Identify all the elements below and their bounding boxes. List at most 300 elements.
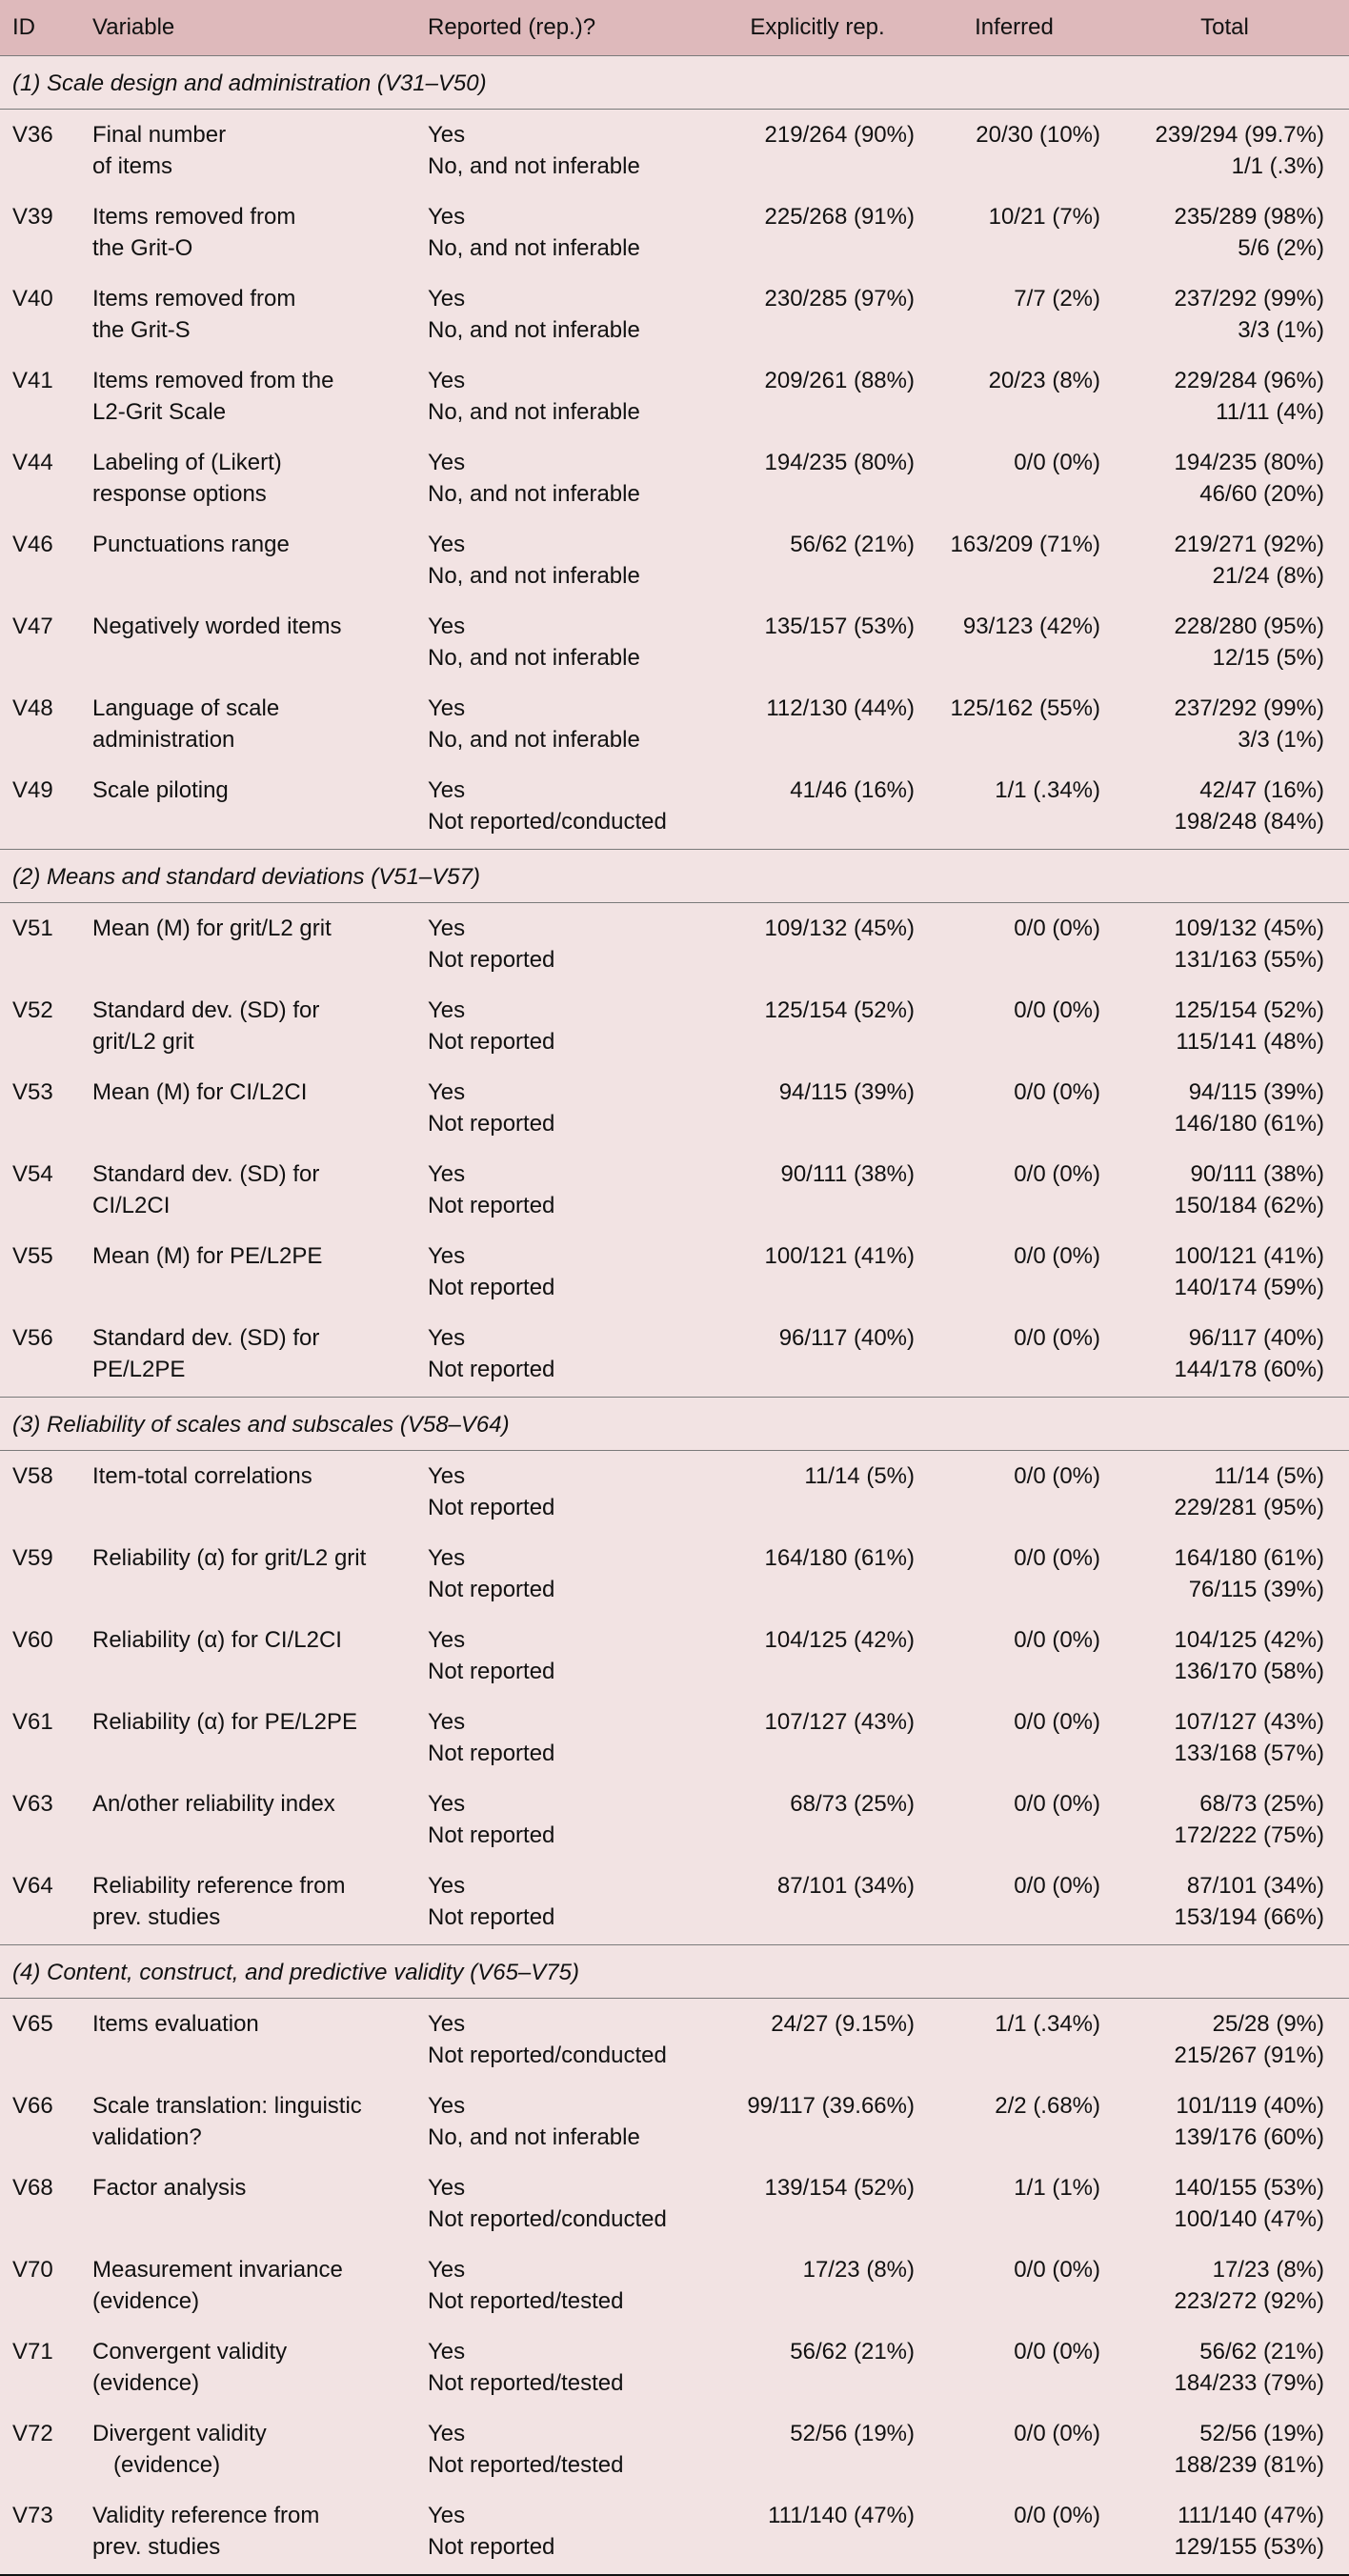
inferred-value: 0/0 (0%) bbox=[1014, 1078, 1100, 1105]
cell-explicit bbox=[707, 1232, 928, 1314]
variable-line: administration bbox=[92, 726, 235, 753]
cell-inferred bbox=[928, 2491, 1100, 2575]
explicit-value: 96/117 (40%) bbox=[778, 1324, 915, 1351]
total-line: 5/6 (2%) bbox=[1238, 234, 1324, 261]
cell-inferred bbox=[928, 902, 1100, 986]
total-line: 94/115 (39%) bbox=[1188, 1078, 1324, 1105]
cell-id: V72 bbox=[12, 2420, 53, 2446]
reported-line: Not reported/conducted bbox=[428, 808, 667, 835]
cell-total bbox=[1100, 2491, 1349, 2575]
reported-line: Not reported bbox=[428, 2533, 555, 2560]
total-line: 223/272 (92%) bbox=[1174, 2287, 1324, 2314]
cell-explicit bbox=[707, 902, 928, 986]
section-cell bbox=[0, 55, 1349, 109]
cell-variable bbox=[92, 986, 428, 1068]
total-line: 46/60 (20%) bbox=[1199, 480, 1324, 507]
cell-inferred bbox=[928, 274, 1100, 356]
explicit-value: 209/261 (88%) bbox=[764, 367, 915, 393]
explicit-value: 17/23 (8%) bbox=[802, 2256, 915, 2283]
cell-reported bbox=[428, 602, 707, 684]
explicit-value: 219/264 (90%) bbox=[764, 121, 915, 148]
reported-line: Yes bbox=[428, 613, 466, 639]
reported-line: Yes bbox=[428, 203, 466, 230]
cell-reported bbox=[428, 1232, 707, 1314]
variable-line: of items bbox=[92, 152, 173, 179]
cell-inferred bbox=[928, 1998, 1100, 2082]
reported-line: Not reported bbox=[428, 1494, 555, 1520]
cell-total bbox=[1100, 1534, 1349, 1616]
variable-line: Final number bbox=[92, 121, 227, 148]
cell-reported bbox=[428, 1150, 707, 1232]
cell-reported bbox=[428, 1450, 707, 1534]
inferred-value: 0/0 (0%) bbox=[1014, 1242, 1100, 1269]
cell-inferred bbox=[928, 520, 1100, 602]
cell-variable bbox=[92, 1780, 428, 1862]
explicit-value: 139/154 (52%) bbox=[764, 2174, 915, 2201]
table-header bbox=[0, 0, 1349, 55]
reported-line: Yes bbox=[428, 996, 466, 1023]
reported-line: Yes bbox=[428, 531, 466, 557]
cell-id: V47 bbox=[12, 613, 53, 639]
cell-variable bbox=[92, 766, 428, 850]
total-line: 215/267 (91%) bbox=[1174, 2042, 1324, 2068]
variable-line: Convergent validity bbox=[92, 2338, 288, 2365]
reported-line: Yes bbox=[428, 367, 466, 393]
table-row bbox=[0, 602, 1349, 684]
total-line: 115/141 (48%) bbox=[1176, 1028, 1324, 1055]
total-line: 188/239 (81%) bbox=[1174, 2451, 1324, 2478]
variable-line: Standard dev. (SD) for bbox=[92, 1324, 320, 1351]
cell-variable bbox=[92, 1862, 428, 1945]
inferred-value: 0/0 (0%) bbox=[1014, 1790, 1100, 1817]
inferred-value: 1/1 (.34%) bbox=[995, 776, 1100, 803]
cell-total bbox=[1100, 766, 1349, 850]
cell-id: V44 bbox=[12, 449, 53, 475]
table-row bbox=[0, 1534, 1349, 1616]
table-row bbox=[0, 438, 1349, 520]
explicit-value: 107/127 (43%) bbox=[764, 1708, 915, 1735]
cell-reported bbox=[428, 2491, 707, 2575]
explicit-value: 52/56 (19%) bbox=[790, 2420, 915, 2446]
variable-line: the Grit-S bbox=[92, 316, 191, 343]
cell-explicit bbox=[707, 1534, 928, 1616]
table-row bbox=[0, 356, 1349, 438]
variable-line: prev. studies bbox=[92, 1903, 221, 1930]
reported-line: Yes bbox=[428, 1462, 466, 1489]
cell-id: V59 bbox=[12, 1544, 53, 1571]
explicit-value: 56/62 (21%) bbox=[790, 531, 915, 557]
total-line: 96/117 (40%) bbox=[1188, 1324, 1324, 1351]
inferred-value: 0/0 (0%) bbox=[1014, 1626, 1100, 1653]
cell-inferred bbox=[928, 192, 1100, 274]
header-variable: Variable bbox=[92, 14, 175, 41]
cell-variable bbox=[92, 192, 428, 274]
table-row bbox=[0, 1314, 1349, 1398]
section-title: (3) Reliability of scales and subscales (V58–V64) bbox=[12, 1411, 510, 1438]
reported-line: Yes bbox=[428, 1242, 466, 1269]
cell-id: V64 bbox=[12, 1872, 53, 1899]
reported-line: Not reported bbox=[428, 1903, 555, 1930]
cell-reported bbox=[428, 2163, 707, 2245]
explicit-value: 41/46 (16%) bbox=[790, 776, 915, 803]
table-row bbox=[0, 1450, 1349, 1534]
cell-explicit bbox=[707, 274, 928, 356]
cell-reported bbox=[428, 356, 707, 438]
explicit-value: 111/140 (47%) bbox=[768, 2502, 915, 2528]
cell-total bbox=[1100, 1780, 1349, 1862]
total-line: 12/15 (5%) bbox=[1212, 644, 1324, 671]
cell-id: V61 bbox=[12, 1708, 53, 1735]
reported-line: Yes bbox=[428, 2420, 466, 2446]
reported-line: No, and not inferable bbox=[428, 316, 640, 343]
inferred-value: 0/0 (0%) bbox=[1014, 1324, 1100, 1351]
section-title: (4) Content, construct, and predictive validity (V65–V75) bbox=[12, 1959, 579, 1985]
total-line: 237/292 (99%) bbox=[1174, 694, 1324, 721]
table-row bbox=[0, 1698, 1349, 1780]
total-line: 100/140 (47%) bbox=[1174, 2205, 1324, 2232]
explicit-value: 24/27 (9.15%) bbox=[771, 2010, 915, 2037]
inferred-value: 93/123 (42%) bbox=[962, 613, 1100, 639]
total-line: 136/170 (58%) bbox=[1174, 1658, 1324, 1684]
cell-inferred bbox=[928, 1780, 1100, 1862]
variable-line: PE/L2PE bbox=[92, 1356, 186, 1382]
cell-inferred bbox=[928, 1068, 1100, 1150]
total-line: 139/176 (60%) bbox=[1174, 2123, 1324, 2150]
header-inferred: Inferred bbox=[975, 14, 1054, 41]
explicit-value: 164/180 (61%) bbox=[764, 1544, 915, 1571]
cell-variable bbox=[92, 2163, 428, 2245]
cell-inferred bbox=[928, 2245, 1100, 2327]
variable-line: Mean (M) for PE/L2PE bbox=[92, 1242, 323, 1269]
table-row bbox=[0, 2327, 1349, 2409]
cell-reported bbox=[428, 1698, 707, 1780]
total-line: 144/178 (60%) bbox=[1174, 1356, 1324, 1382]
cell-explicit bbox=[707, 1068, 928, 1150]
variable-line: Reliability reference from bbox=[92, 1872, 346, 1899]
cell-explicit bbox=[707, 520, 928, 602]
explicit-value: 109/132 (45%) bbox=[764, 915, 915, 941]
section-row bbox=[0, 849, 1349, 902]
table-row bbox=[0, 2245, 1349, 2327]
cell-total bbox=[1100, 602, 1349, 684]
inferred-value: 0/0 (0%) bbox=[1014, 2420, 1100, 2446]
total-line: 239/294 (99.7%) bbox=[1155, 121, 1324, 148]
reported-line: No, and not inferable bbox=[428, 398, 640, 425]
inferred-value: 20/30 (10%) bbox=[976, 121, 1100, 148]
variable-line: Language of scale bbox=[92, 694, 280, 721]
table-row bbox=[0, 1150, 1349, 1232]
inferred-value: 0/0 (0%) bbox=[1014, 2256, 1100, 2283]
cell-id: V58 bbox=[12, 1462, 53, 1489]
cell-id: V54 bbox=[12, 1160, 53, 1187]
inferred-value: 10/21 (7%) bbox=[988, 203, 1100, 230]
reported-line: Yes bbox=[428, 915, 466, 941]
cell-reported bbox=[428, 274, 707, 356]
reported-line: Yes bbox=[428, 121, 466, 148]
table-row bbox=[0, 1232, 1349, 1314]
cell-explicit bbox=[707, 2409, 928, 2491]
cell-id: V51 bbox=[12, 915, 53, 941]
reported-line: Yes bbox=[428, 1544, 466, 1571]
table-row bbox=[0, 902, 1349, 986]
cell-total bbox=[1100, 684, 1349, 766]
cell-inferred bbox=[928, 1150, 1100, 1232]
total-line: 184/233 (79%) bbox=[1174, 2369, 1324, 2396]
reported-line: Not reported bbox=[428, 1110, 555, 1137]
cell-id: V70 bbox=[12, 2256, 53, 2283]
cell-reported bbox=[428, 766, 707, 850]
reported-line: Yes bbox=[428, 1872, 466, 1899]
section-title: (1) Scale design and administration (V31–V50) bbox=[12, 70, 487, 96]
reported-line: Yes bbox=[428, 2256, 466, 2283]
total-line: 107/127 (43%) bbox=[1174, 1708, 1324, 1735]
cell-explicit bbox=[707, 1780, 928, 1862]
table-body bbox=[0, 55, 1349, 2575]
total-line: 153/194 (66%) bbox=[1174, 1903, 1324, 1930]
inferred-value: 0/0 (0%) bbox=[1014, 1544, 1100, 1571]
total-line: 237/292 (99%) bbox=[1174, 285, 1324, 312]
inferred-value: 0/0 (0%) bbox=[1014, 1872, 1100, 1899]
cell-reported bbox=[428, 1862, 707, 1945]
reported-line: Not reported/conducted bbox=[428, 2205, 667, 2232]
cell-total bbox=[1100, 192, 1349, 274]
cell-variable bbox=[92, 1534, 428, 1616]
explicit-value: 135/157 (53%) bbox=[764, 613, 915, 639]
cell-inferred bbox=[928, 1314, 1100, 1398]
cell-inferred bbox=[928, 1616, 1100, 1698]
table-row bbox=[0, 1862, 1349, 1945]
variable-line: Reliability (α) for CI/L2CI bbox=[92, 1626, 342, 1653]
total-line: 235/289 (98%) bbox=[1174, 203, 1324, 230]
cell-id: V55 bbox=[12, 1242, 53, 1269]
header-reported: Reported (rep.)? bbox=[428, 14, 596, 41]
total-line: 219/271 (92%) bbox=[1174, 531, 1324, 557]
cell-total bbox=[1100, 1232, 1349, 1314]
cell-explicit bbox=[707, 2327, 928, 2409]
total-line: 109/132 (45%) bbox=[1174, 915, 1324, 941]
reported-line: No, and not inferable bbox=[428, 726, 640, 753]
cell-explicit bbox=[707, 684, 928, 766]
cell-total bbox=[1100, 1068, 1349, 1150]
cell-inferred bbox=[928, 602, 1100, 684]
cell-reported bbox=[428, 1314, 707, 1398]
variable-line: grit/L2 grit bbox=[92, 1028, 194, 1055]
cell-variable bbox=[92, 2409, 428, 2491]
reported-line: No, and not inferable bbox=[428, 152, 640, 179]
total-line: 56/62 (21%) bbox=[1199, 2338, 1324, 2365]
reported-line: Yes bbox=[428, 1790, 466, 1817]
reported-line: Yes bbox=[428, 2338, 466, 2365]
variable-line: Scale translation: linguistic bbox=[92, 2092, 362, 2119]
variable-line: L2-Grit Scale bbox=[92, 398, 227, 425]
cell-total bbox=[1100, 1450, 1349, 1534]
cell-reported bbox=[428, 986, 707, 1068]
section-cell bbox=[0, 849, 1349, 902]
variable-line: Negatively worded items bbox=[92, 613, 342, 639]
reported-line: Not reported bbox=[428, 1356, 555, 1382]
cell-total bbox=[1100, 356, 1349, 438]
cell-variable bbox=[92, 2082, 428, 2163]
total-line: 229/281 (95%) bbox=[1174, 1494, 1324, 1520]
variable-line: (evidence) bbox=[113, 2451, 221, 2478]
variable-line: validation? bbox=[92, 2123, 202, 2150]
reported-line: Not reported/tested bbox=[428, 2369, 624, 2396]
cell-id: V53 bbox=[12, 1078, 53, 1105]
reported-line: Not reported bbox=[428, 1658, 555, 1684]
cell-reported bbox=[428, 902, 707, 986]
inferred-value: 0/0 (0%) bbox=[1014, 915, 1100, 941]
variable-line: CI/L2CI bbox=[92, 1192, 171, 1218]
cell-reported bbox=[428, 2082, 707, 2163]
reported-line: Not reported bbox=[428, 1821, 555, 1848]
cell-total bbox=[1100, 438, 1349, 520]
cell-total bbox=[1100, 2409, 1349, 2491]
inferred-value: 163/209 (71%) bbox=[950, 531, 1100, 557]
reported-line: Yes bbox=[428, 449, 466, 475]
reported-line: No, and not inferable bbox=[428, 644, 640, 671]
cell-explicit bbox=[707, 1616, 928, 1698]
reported-line: Not reported bbox=[428, 1192, 555, 1218]
cell-inferred bbox=[928, 2327, 1100, 2409]
cell-variable bbox=[92, 1232, 428, 1314]
explicit-value: 90/111 (38%) bbox=[780, 1160, 915, 1187]
cell-explicit bbox=[707, 1314, 928, 1398]
inferred-value: 0/0 (0%) bbox=[1014, 2338, 1100, 2365]
reported-line: Not reported bbox=[428, 1028, 555, 1055]
cell-explicit bbox=[707, 1698, 928, 1780]
cell-inferred bbox=[928, 2163, 1100, 2245]
cell-total bbox=[1100, 1862, 1349, 1945]
cell-variable bbox=[92, 2245, 428, 2327]
variable-line: Mean (M) for grit/L2 grit bbox=[92, 915, 332, 941]
cell-variable bbox=[92, 602, 428, 684]
cell-variable bbox=[92, 274, 428, 356]
total-line: 125/154 (52%) bbox=[1174, 996, 1324, 1023]
inferred-value: 0/0 (0%) bbox=[1014, 1708, 1100, 1735]
cell-explicit bbox=[707, 602, 928, 684]
cell-explicit bbox=[707, 438, 928, 520]
explicit-value: 68/73 (25%) bbox=[790, 1790, 915, 1817]
inferred-value: 0/0 (0%) bbox=[1014, 1160, 1100, 1187]
variable-line: Validity reference from bbox=[92, 2502, 320, 2528]
total-line: 150/184 (62%) bbox=[1174, 1192, 1324, 1218]
cell-id: V39 bbox=[12, 203, 53, 230]
cell-reported bbox=[428, 2245, 707, 2327]
inferred-value: 125/162 (55%) bbox=[950, 694, 1100, 721]
reported-line: Yes bbox=[428, 1708, 466, 1735]
cell-inferred bbox=[928, 1534, 1100, 1616]
total-line: 133/168 (57%) bbox=[1174, 1740, 1324, 1766]
total-line: 3/3 (1%) bbox=[1238, 316, 1324, 343]
variable-line: An/other reliability index bbox=[92, 1790, 335, 1817]
cell-explicit bbox=[707, 986, 928, 1068]
cell-id: V52 bbox=[12, 996, 53, 1023]
table-row bbox=[0, 2163, 1349, 2245]
variable-line: Punctuations range bbox=[92, 531, 290, 557]
cell-variable bbox=[92, 356, 428, 438]
cell-reported bbox=[428, 520, 707, 602]
cell-id: V65 bbox=[12, 2010, 53, 2037]
cell-explicit bbox=[707, 356, 928, 438]
total-line: 1/1 (.3%) bbox=[1231, 152, 1324, 179]
cell-variable bbox=[92, 1068, 428, 1150]
cell-total bbox=[1100, 2327, 1349, 2409]
total-line: 228/280 (95%) bbox=[1174, 613, 1324, 639]
total-line: 76/115 (39%) bbox=[1188, 1576, 1324, 1602]
explicit-value: 125/154 (52%) bbox=[764, 996, 915, 1023]
cell-reported bbox=[428, 109, 707, 192]
reported-line: No, and not inferable bbox=[428, 234, 640, 261]
cell-inferred bbox=[928, 438, 1100, 520]
cell-inferred bbox=[928, 986, 1100, 1068]
reported-line: Not reported bbox=[428, 1576, 555, 1602]
cell-reported bbox=[428, 1534, 707, 1616]
total-line: 21/24 (8%) bbox=[1212, 562, 1324, 589]
reported-line: No, and not inferable bbox=[428, 562, 640, 589]
cell-variable bbox=[92, 2491, 428, 2575]
variable-line: the Grit-O bbox=[92, 234, 193, 261]
reported-line: Yes bbox=[428, 776, 466, 803]
explicit-value: 100/121 (41%) bbox=[764, 1242, 915, 1269]
inferred-value: 0/0 (0%) bbox=[1014, 996, 1100, 1023]
total-line: 131/163 (55%) bbox=[1174, 946, 1324, 973]
inferred-value: 20/23 (8%) bbox=[988, 367, 1100, 393]
table-row bbox=[0, 986, 1349, 1068]
cell-reported bbox=[428, 1616, 707, 1698]
table-row bbox=[0, 274, 1349, 356]
cell-id: V48 bbox=[12, 694, 53, 721]
variable-line: Reliability (α) for grit/L2 grit bbox=[92, 1544, 367, 1571]
cell-variable bbox=[92, 1698, 428, 1780]
cell-variable bbox=[92, 520, 428, 602]
cell-variable bbox=[92, 902, 428, 986]
cell-variable bbox=[92, 1616, 428, 1698]
variable-line: Divergent validity bbox=[92, 2420, 267, 2446]
explicit-value: 99/117 (39.66%) bbox=[747, 2092, 915, 2119]
cell-id: V56 bbox=[12, 1324, 53, 1351]
cell-total bbox=[1100, 1998, 1349, 2082]
cell-explicit bbox=[707, 2491, 928, 2575]
variable-line: Standard dev. (SD) for bbox=[92, 1160, 320, 1187]
total-line: 87/101 (34%) bbox=[1186, 1872, 1324, 1899]
cell-total bbox=[1100, 2163, 1349, 2245]
total-line: 129/155 (53%) bbox=[1174, 2533, 1324, 2560]
cell-id: V40 bbox=[12, 285, 53, 312]
reported-line: Yes bbox=[428, 1078, 466, 1105]
reported-line: Yes bbox=[428, 2010, 466, 2037]
reported-line: Not reported/tested bbox=[428, 2287, 624, 2314]
explicit-value: 230/285 (97%) bbox=[764, 285, 915, 312]
total-line: 100/121 (41%) bbox=[1174, 1242, 1324, 1269]
explicit-value: 112/130 (44%) bbox=[766, 694, 915, 721]
reported-line: Yes bbox=[428, 2174, 466, 2201]
cell-reported bbox=[428, 1780, 707, 1862]
cell-id: V36 bbox=[12, 121, 53, 148]
inferred-value: 7/7 (2%) bbox=[1014, 285, 1100, 312]
total-line: 140/174 (59%) bbox=[1174, 1274, 1324, 1300]
inferred-value: 1/1 (.34%) bbox=[995, 2010, 1100, 2037]
cell-total bbox=[1100, 1698, 1349, 1780]
cell-inferred bbox=[928, 109, 1100, 192]
cell-inferred bbox=[928, 356, 1100, 438]
variable-line: Standard dev. (SD) for bbox=[92, 996, 320, 1023]
total-line: 111/140 (47%) bbox=[1178, 2502, 1324, 2528]
reported-line: Not reported bbox=[428, 946, 555, 973]
cell-id: V73 bbox=[12, 2502, 53, 2528]
section-row bbox=[0, 1397, 1349, 1450]
cell-reported bbox=[428, 438, 707, 520]
cell-variable bbox=[92, 109, 428, 192]
